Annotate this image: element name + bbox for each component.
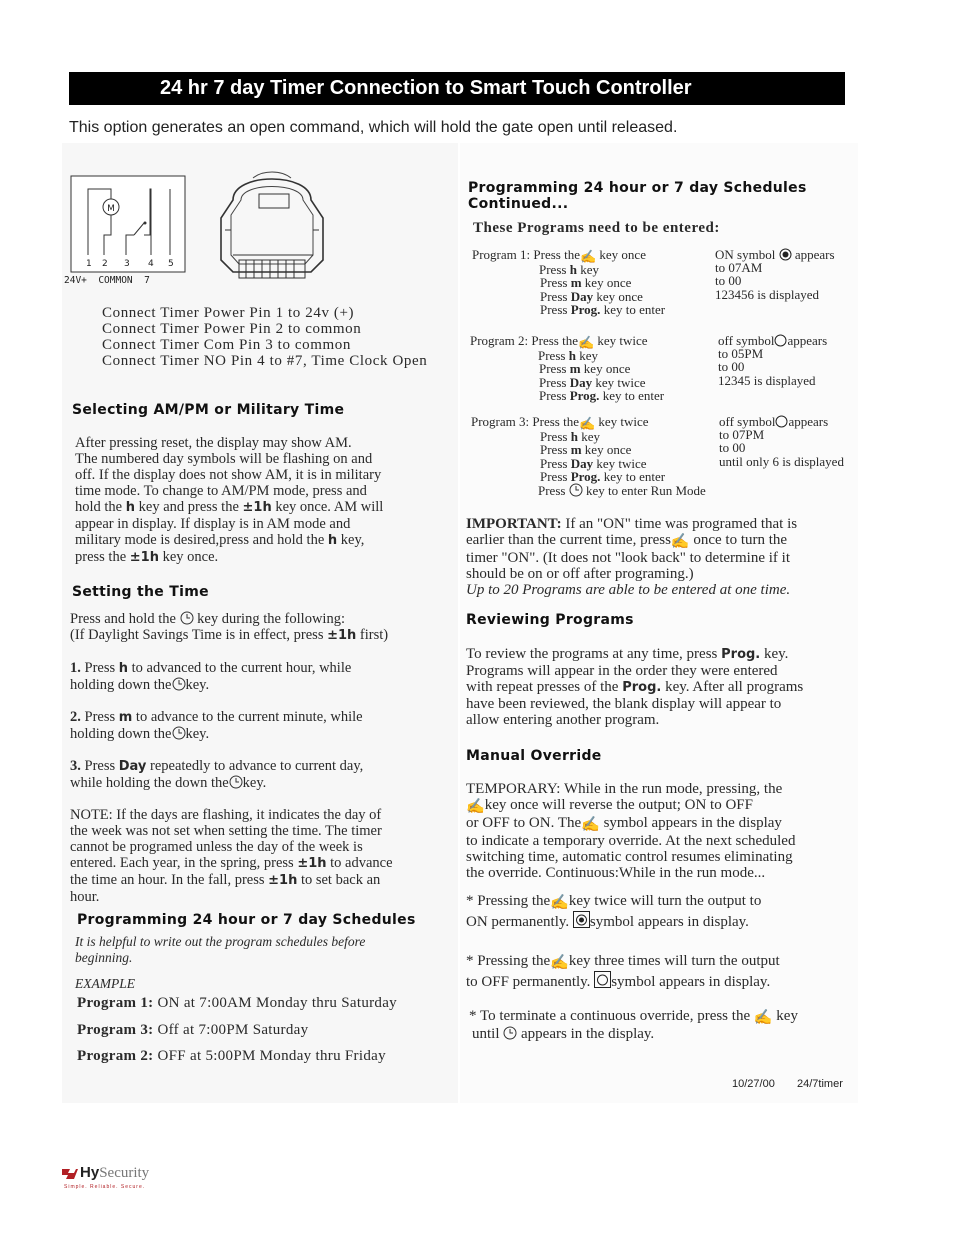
- text: Press: [538, 483, 566, 499]
- text: key and press the: [138, 499, 239, 515]
- text-line: [70, 726, 393, 742]
- manual-override-temporary: [466, 781, 795, 881]
- off-symbol-icon: [775, 415, 788, 428]
- manual-override-heading: Manual Override: [466, 748, 602, 764]
- text: the time an hour. In the fall, press: [70, 872, 265, 888]
- text-line: switching time, automatic control resumes eliminating: [466, 849, 793, 865]
- text: symbol appears in the display: [603, 815, 782, 831]
- m-key-label: m: [118, 710, 133, 725]
- text-line: It is helpful to write out the program schedules before: [75, 934, 366, 949]
- text: key once: [596, 288, 643, 304]
- text-line: to 00: [719, 440, 746, 456]
- clock-icon: [229, 775, 243, 789]
- text: * Pressing the: [466, 893, 551, 909]
- text-line: [466, 646, 803, 663]
- text: hold the: [75, 499, 123, 515]
- text-line: to 00: [715, 273, 742, 289]
- text-line: the week was not set when setting the time. The timer: [70, 823, 382, 839]
- svg-text:M: M: [107, 204, 115, 214]
- text-line: [466, 516, 797, 532]
- example-label: EXAMPLE: [75, 976, 135, 991]
- programs-subheading: These Programs need to be entered:: [473, 220, 720, 236]
- text: or OFF to ON. The: [466, 815, 582, 831]
- text-line: [470, 334, 664, 349]
- plus-minus-1h-key-label: ±1h: [297, 856, 327, 871]
- text-line: TEMPORARY: While in the run mode, pressing, the: [466, 781, 783, 797]
- prog-key-label: Prog.: [570, 468, 601, 484]
- text-line: [471, 415, 706, 430]
- text-line: timer "ON". (It does not "look back" to determine if it: [466, 550, 791, 566]
- program-3-results: [719, 415, 844, 468]
- ampm-heading: Selecting AM/PM or Military Time: [72, 402, 345, 418]
- program-label: Program 2:: [77, 1048, 154, 1064]
- text-line: The numbered day symbols will be flashing on and: [75, 451, 373, 467]
- page-title: 24 hr 7 day Timer Connection to Smart Touch Controller: [69, 72, 845, 105]
- prog-key-label: Prog.: [622, 680, 662, 695]
- text: Press: [540, 429, 568, 445]
- hand-key-icon: ✍: [550, 955, 569, 971]
- hand-key-icon: ✍: [670, 534, 690, 550]
- text-line: After pressing reset, the display may show AM.: [75, 435, 352, 451]
- text: until: [472, 1026, 500, 1042]
- text: Press: [538, 348, 566, 364]
- text: To review the programs at any time, press: [466, 646, 718, 662]
- text-line: 12345 is displayed: [718, 372, 816, 388]
- text: off symbol: [719, 414, 776, 429]
- text: key once: [583, 361, 631, 377]
- example-item: [77, 995, 397, 1022]
- text: appears: [788, 414, 829, 429]
- program-2-results: [718, 334, 827, 387]
- text-line: beginning.: [75, 950, 133, 965]
- manual-override-terminate: [469, 1008, 798, 1042]
- program-label: Program 3:: [77, 1022, 154, 1038]
- text: key twice will turn the output to: [568, 893, 762, 909]
- text-line: time mode. To change to AM/PM mode, press and: [75, 483, 367, 499]
- h-key-label: h: [118, 661, 129, 676]
- setting-time-heading: Setting the Time: [72, 584, 209, 600]
- text: key: [579, 348, 598, 364]
- text-line: [469, 1008, 798, 1026]
- text-line: hour.: [70, 889, 100, 905]
- plus-minus-1h-key-label: ±1h: [129, 550, 159, 565]
- m-key-label: m: [570, 442, 582, 458]
- text-line: allow entering another program.: [466, 712, 660, 728]
- clock-icon: [172, 677, 186, 691]
- text-line: [472, 303, 665, 316]
- program-2-steps: [470, 334, 664, 402]
- reviewing-heading: Reviewing Programs: [466, 612, 634, 628]
- text-line: off. If the display does not show AM, it is in military: [75, 467, 382, 483]
- text: key once: [584, 275, 632, 291]
- programming-continued-heading: [468, 180, 807, 212]
- step-number: 2.: [70, 709, 81, 725]
- text: Press: [540, 301, 568, 317]
- text-line: [70, 611, 393, 627]
- text-line: have been reviewed, the blank display will appear to: [466, 696, 782, 712]
- text: Press: [539, 374, 567, 390]
- text-line: [466, 679, 803, 696]
- important-note: [466, 516, 797, 598]
- clock-icon: [503, 1026, 517, 1040]
- hand-key-icon: ✍: [466, 799, 485, 815]
- example-list: [77, 995, 397, 1064]
- text: Press: [540, 275, 568, 291]
- example-item: [77, 1048, 397, 1064]
- text: appears in the display.: [521, 1026, 655, 1042]
- svg-text:2: 2: [102, 259, 108, 269]
- connection-item: Connect Timer Power Pin 2 to common: [102, 321, 362, 337]
- text: key: [776, 1008, 798, 1024]
- connection-item: Connect Timer Com Pin 3 to common: [102, 337, 351, 353]
- logo-mark-icon: [60, 1167, 78, 1181]
- text: Press: [540, 442, 568, 458]
- text-line: should be on or off after programing.): [466, 566, 694, 582]
- ampm-body: [75, 435, 383, 566]
- text: key once: [599, 247, 646, 262]
- timer-device-image: [213, 160, 331, 285]
- text: holding down the: [70, 726, 172, 742]
- text-line: [471, 483, 706, 497]
- text-line: to 07PM: [719, 427, 765, 443]
- on-symbol-icon: [779, 248, 792, 261]
- text: Press: [539, 262, 567, 278]
- text-line: 123456 is displayed: [715, 286, 819, 302]
- day-key-label: Day: [118, 759, 147, 774]
- reviewing-body: [466, 646, 803, 728]
- off-permanent-symbol-icon: [594, 971, 611, 988]
- footer-doc-code: 24/7timer: [797, 1078, 843, 1090]
- text-line: [470, 389, 664, 402]
- text-line: [75, 549, 383, 566]
- programming-heading: Programming 24 hour or 7 day Schedules: [77, 912, 416, 928]
- text-line: Programs will appear in the order they were entered: [466, 663, 778, 679]
- heading-line: Continued...: [468, 196, 569, 212]
- m-key-label: m: [569, 361, 581, 377]
- text-line: [70, 758, 393, 775]
- logo-text: Security: [99, 1165, 150, 1181]
- text: military mode is desired,press and hold the: [75, 532, 325, 548]
- text: Press: [539, 387, 567, 403]
- heading-line: Programming 24 hour or 7 day Schedules: [468, 180, 807, 196]
- text: key once will reverse the output; ON to OFF: [484, 797, 753, 813]
- hand-key-icon: ✍: [550, 895, 569, 911]
- program-1-steps: [472, 248, 665, 316]
- text-line: Up to 20 Programs are able to be entered at one time.: [466, 582, 791, 598]
- on-permanent-symbol-icon: [573, 911, 590, 928]
- plus-minus-1h-key-label: ±1h: [268, 873, 298, 888]
- text: press the: [75, 549, 127, 565]
- text-line: [466, 532, 797, 550]
- text: key once. AM will: [275, 499, 384, 515]
- prog-key-label: Prog.: [569, 387, 600, 403]
- step-number: 3.: [70, 758, 81, 774]
- text: key twice: [596, 455, 647, 471]
- wiring-diagram: [64, 175, 189, 290]
- connection-item: Connect Timer NO Pin 4 to #7, Time Clock Open: [102, 353, 428, 369]
- program-label: Program 1:: [77, 995, 154, 1011]
- text: * Pressing the: [466, 953, 551, 969]
- program-3-steps: [471, 415, 706, 497]
- text: ON permanently.: [466, 914, 570, 930]
- text-line: to indicate a temporary override. At the next scheduled: [466, 833, 796, 849]
- example-item: [77, 1022, 397, 1048]
- plus-minus-1h-key-label: ±1h: [242, 500, 272, 515]
- svg-text:4: 4: [148, 259, 154, 269]
- text: Press: [540, 468, 568, 484]
- hand-key-icon: ✍: [753, 1010, 773, 1026]
- text-line: [466, 893, 761, 911]
- text: key twice: [598, 414, 649, 429]
- programming-hint: [75, 934, 365, 966]
- text: entered. Each year, in the spring, press: [70, 855, 294, 871]
- day-key-label: Day: [569, 374, 593, 390]
- clock-icon: [569, 483, 583, 497]
- text: to set back an: [300, 872, 381, 888]
- text-line: appear in display. If display is in AM mode and: [75, 516, 351, 532]
- text: * To terminate a continuous override, press the: [469, 1008, 751, 1024]
- text-line: [471, 470, 706, 483]
- hand-key-icon: ✍: [581, 817, 600, 833]
- text: holding down the: [70, 677, 172, 693]
- text: Press: [84, 709, 116, 725]
- text: to advance: [330, 855, 393, 871]
- text: Press: [540, 455, 568, 471]
- text: key.: [764, 646, 789, 662]
- day-key-label: Day: [570, 288, 594, 304]
- text: key three times will turn the output: [568, 953, 780, 969]
- text-line: [70, 872, 393, 889]
- m-key-label: m: [570, 275, 582, 291]
- text: key twice: [595, 374, 646, 390]
- text: appears: [794, 247, 835, 262]
- logo-tagline: Simple. Reliable. Secure.: [64, 1184, 146, 1190]
- text: once to turn the: [693, 532, 788, 548]
- manual-override-off: [466, 953, 780, 990]
- important-label: IMPORTANT:: [466, 516, 562, 532]
- svg-text:3: 3: [124, 259, 130, 269]
- text-line: [75, 499, 383, 516]
- text-line: [70, 627, 393, 644]
- text: appears: [787, 333, 828, 348]
- text: with repeat presses of the: [466, 679, 619, 695]
- hand-key-icon: ✍: [579, 249, 597, 264]
- text: key: [580, 262, 599, 278]
- text: key to enter Run Mode: [585, 483, 706, 499]
- text-line: [469, 1026, 798, 1042]
- setting-time-body: [70, 611, 393, 905]
- wiring-labels: 24V+ COMMON 7: [64, 275, 150, 286]
- h-key-label: h: [570, 429, 578, 445]
- text: to advanced to the current hour, while: [131, 660, 352, 676]
- text: symbol appears in display.: [611, 974, 771, 990]
- text: key,: [340, 532, 365, 548]
- text-line: to 00: [718, 359, 745, 375]
- text-line: [70, 855, 393, 872]
- text-line: to 05PM: [718, 346, 764, 362]
- text: key to enter: [603, 301, 666, 317]
- plus-minus-1h-key-label: ±1h: [327, 628, 357, 643]
- logo-text: Hy: [80, 1164, 100, 1181]
- intro-text: This option generates an open command, which will hold the gate open until released.: [69, 119, 678, 136]
- svg-text:1: 1: [86, 259, 92, 269]
- text: while holding the down the: [70, 775, 229, 791]
- program-text: ON at 7:00AM Monday thru Saturday: [157, 995, 397, 1011]
- text: Press and hold the: [70, 611, 176, 627]
- text: key.: [242, 775, 267, 791]
- text: Press: [84, 758, 116, 774]
- text-line: [70, 677, 393, 693]
- text-line: NOTE: If the days are flashing, it indicates the day of: [70, 807, 382, 823]
- day-key-label: Day: [570, 455, 594, 471]
- step-number: 1.: [70, 660, 81, 676]
- h-key-label: h: [125, 500, 136, 515]
- text: Program 1: Press the: [472, 247, 580, 262]
- text-line: [472, 248, 665, 263]
- text: Program 3: Press the: [471, 414, 579, 429]
- svg-text:5: 5: [168, 259, 174, 269]
- text: key once: [584, 442, 632, 458]
- text: Press: [84, 660, 116, 676]
- text-line: to 07AM: [715, 260, 763, 276]
- prog-key-label: Prog.: [570, 301, 601, 317]
- text: key once.: [162, 549, 219, 565]
- hand-key-icon: ✍: [578, 416, 596, 431]
- text: earlier than the current time, press: [466, 532, 671, 548]
- text: off symbol: [718, 333, 775, 348]
- text: ON symbol: [715, 247, 776, 262]
- hysecurity-logo: [60, 1163, 160, 1193]
- text-line: the override. Continuous:While in the run mode...: [466, 865, 766, 881]
- connection-list: [102, 305, 427, 369]
- text-line: cannot be programed unless the day of the week is: [70, 839, 363, 855]
- prog-key-label: Prog.: [721, 647, 761, 662]
- program-text: Off at 7:00PM Saturday: [157, 1022, 309, 1038]
- text: If an "ON" time was programed that is: [565, 516, 798, 532]
- text: key. After all programs: [665, 679, 804, 695]
- text: Program 2: Press the: [470, 333, 578, 348]
- text: key: [581, 429, 600, 445]
- hand-key-icon: ✍: [577, 335, 595, 350]
- text: repeatedly to advance to current day,: [150, 758, 364, 774]
- text-line: [70, 709, 393, 726]
- text: (If Daylight Savings Time is in effect, press: [70, 627, 324, 643]
- text-line: [70, 775, 393, 791]
- text: key.: [185, 726, 210, 742]
- h-key-label: h: [327, 533, 338, 548]
- text: Press: [539, 361, 567, 377]
- text: key.: [185, 677, 210, 693]
- text: key to enter: [602, 387, 665, 403]
- text: to advance to the current minute, while: [135, 709, 363, 725]
- clock-icon: [180, 611, 194, 625]
- program-text: OFF at 5:00PM Monday thru Friday: [157, 1048, 386, 1064]
- h-key-label: h: [568, 348, 576, 364]
- manual-override-on: [466, 893, 761, 930]
- text-line: [75, 532, 383, 549]
- clock-icon: [172, 726, 186, 740]
- text: to OFF permanently.: [466, 974, 591, 990]
- text: Press: [540, 288, 568, 304]
- text-line: [466, 953, 780, 971]
- text: symbol appears in display.: [589, 914, 749, 930]
- text-line: [70, 660, 393, 677]
- text: key during the following:: [197, 611, 345, 627]
- h-key-label: h: [569, 262, 577, 278]
- program-1-results: [715, 248, 835, 301]
- text: key twice: [597, 333, 648, 348]
- text-line: [466, 797, 795, 815]
- footer-date: 10/27/00: [732, 1078, 775, 1090]
- text-line: [466, 815, 795, 833]
- text-line: until only 6 is displayed: [719, 453, 844, 469]
- text: key to enter: [603, 468, 666, 484]
- text-line: [466, 971, 780, 990]
- text: first): [359, 627, 389, 643]
- connection-item: Connect Timer Power Pin 1 to 24v (+): [102, 305, 355, 321]
- off-symbol-icon: [774, 334, 787, 347]
- text-line: [466, 911, 761, 930]
